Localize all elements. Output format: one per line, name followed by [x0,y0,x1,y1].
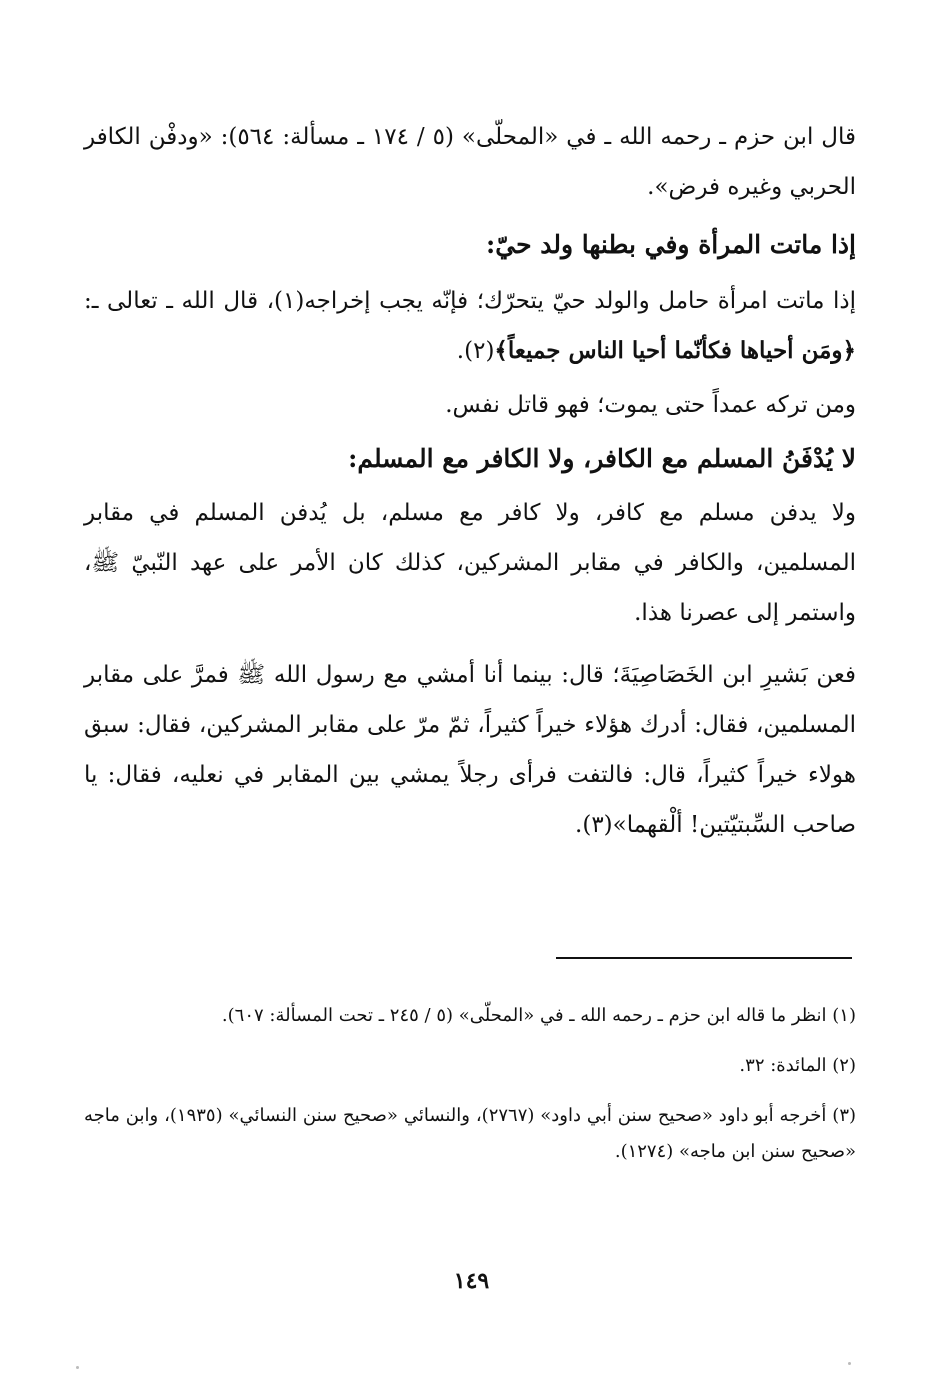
paragraph-separate-burial: ولا يدفن مسلم مع كافر، ولا كافر مع مسلم، بل يُدفن المسلم في مقابر المسلمين، والكافر في مقابر المشركين، كذلك كان الأمر على عهد النّبيّ ﷺ، واستمر إلى عصرنا هذا. [84,500,856,626]
scan-speck [76,1366,79,1369]
footnote-1: (١) انظر ما قاله ابن حزم ـ رحمه الله ـ في «المحلّى» (٥ / ٢٤٥ ـ تحت المسألة: ٦٠٧). [221,1005,856,1026]
footnote-3: (٣) أخرجه أبو داود «صحيح سنن أبي داود» (٢٧٦٧)، والنسائي «صحيح سنن النسائي» (١٩٣٥)، وابن ماجه «صحيح سنن ابن ماجه» (١٢٧٤). [84,1105,857,1162]
paragraph-ibn-hazm-quote: قال ابن حزم ـ رحمه الله ـ في «المحلّى» (٥ / ١٧٤ ـ مسألة: ٥٦٤): «ودفْن الكافر الحربي وغيره فرض». [84,124,857,200]
heading-separate-burial: لا يُدْفَنُ المسلم مع الكافر، ولا الكافر مع المسلم: [348,444,856,473]
page-number: ١٤٩ [453,1268,490,1294]
paragraph-intentional-abandonment: ومن تركه عمداً حتى يموت؛ فهو قاتل نفس. [445,392,856,418]
quran-verse: ﴿ومَن أحياها فكأنّما أحيا الناس جميعاً﴾ [494,337,856,364]
paragraph-pregnant-woman [84,276,856,376]
paragraph-hadith: فعن بَشيرِ ابن الخَصَاصِيَةَ؛ قال: بينما أنا أمشي مع رسول الله ﷺ فمرَّ على مقابر المسلمين، فقال: أدرك هؤلاء خيراً كثيراً، ثمّ مرّ على مقابر المشركين، فقال: سبق هولاء خيراً كثيراً، قال: فالتفت فرأى رجلاً يمشي بين المقابر في نعليه، فقال: يا صاحب السِّبتيّتين! ألْقهما»(٣). [84,662,856,838]
scan-speck [848,1362,851,1365]
main-text [84,112,856,850]
paragraph-pregnant-woman-start: إذا ماتت امرأة حامل والولد حيّ يتحرّك؛ فإنّه يجب إخراجه(١)، قال الله ـ تعالى ـ: [84,288,856,314]
heading-pregnant-woman: إذا ماتت المرأة وفي بطنها ولد حيّ: [486,230,856,259]
footnote-divider [556,957,852,959]
footnote-2: (٢) المائدة: ٣٢. [739,1055,856,1076]
footnotes [84,998,856,1170]
footnote-ref-2: (٢). [456,338,495,364]
